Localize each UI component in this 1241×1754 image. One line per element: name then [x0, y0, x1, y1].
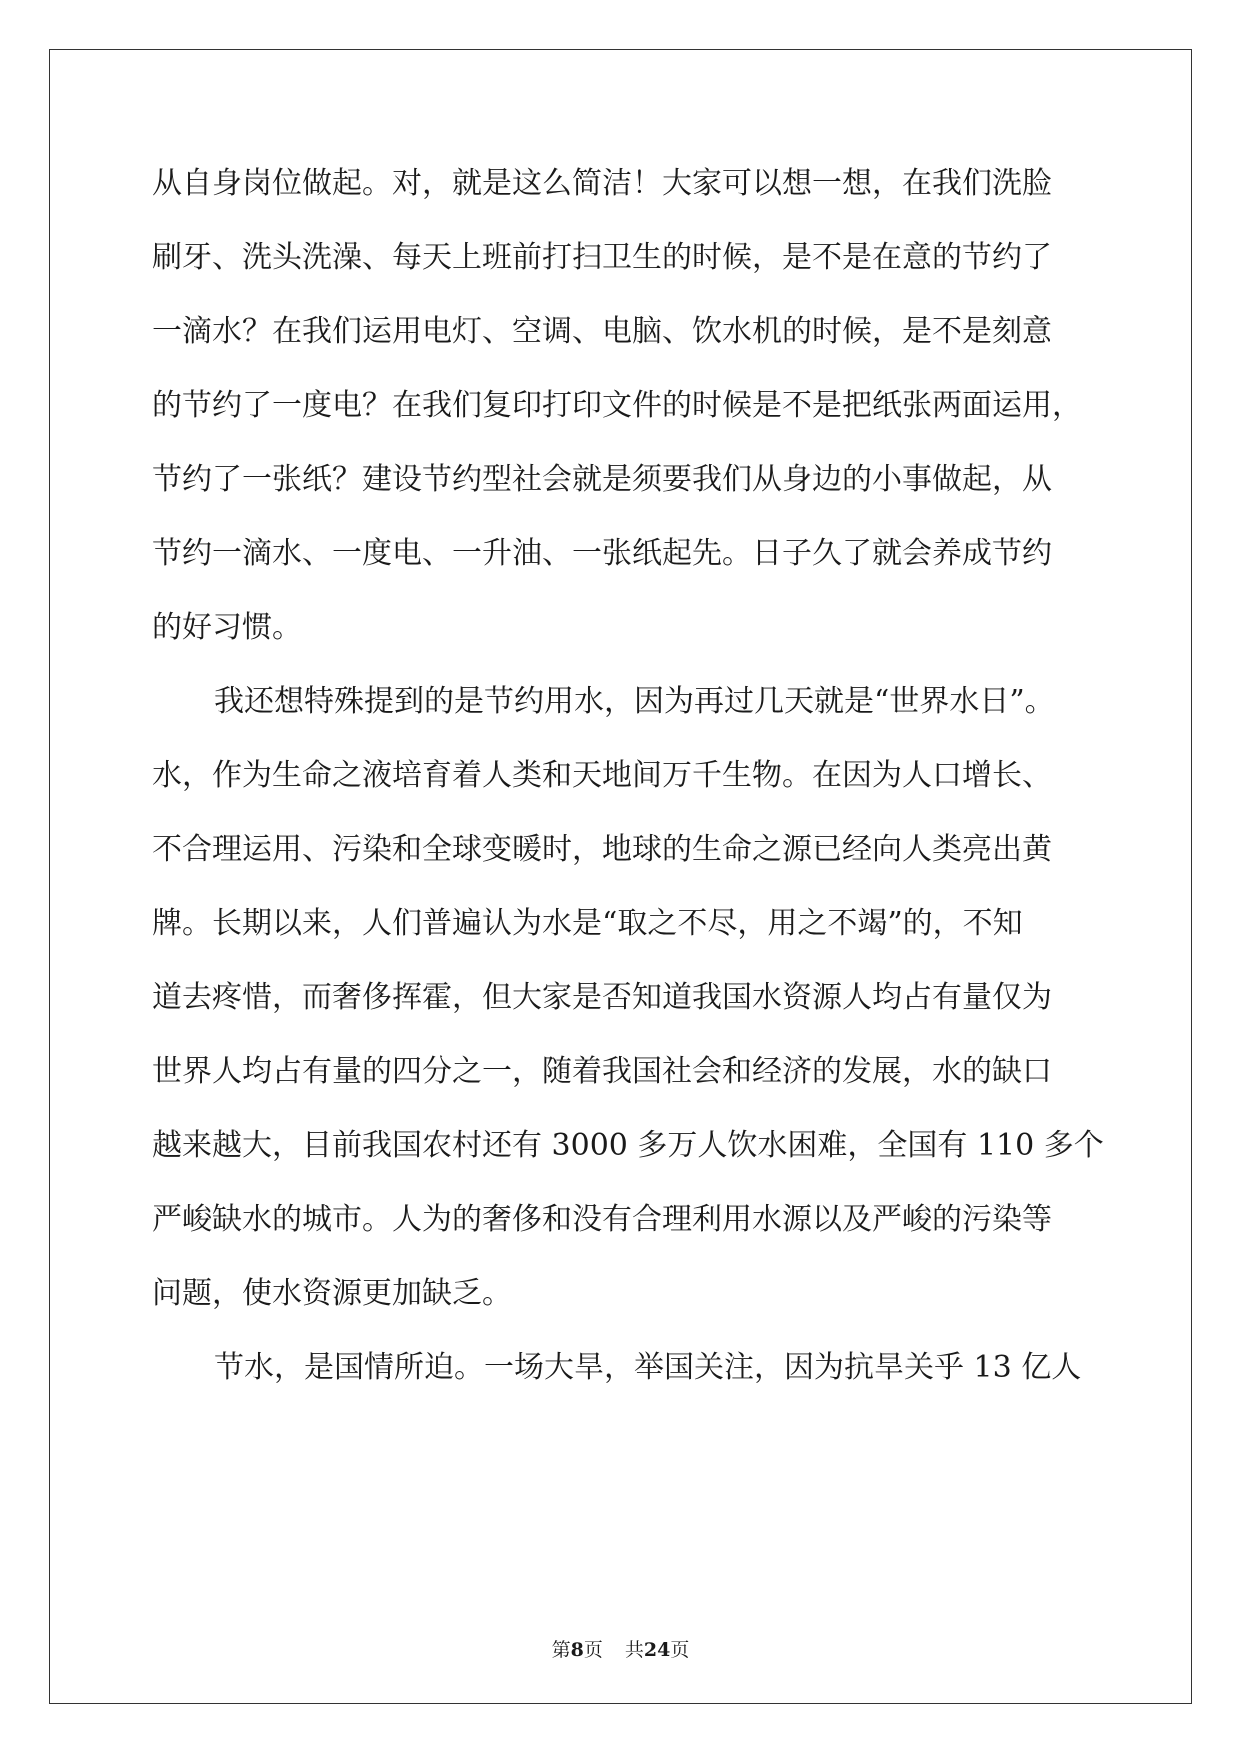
- total-prefix: 共: [624, 1639, 644, 1661]
- paragraph-start-line: 节水，是国情所迫。一场大旱，举国关注，因为抗旱关乎 13 亿人: [214, 1350, 1082, 1385]
- total-suffix: 页: [670, 1639, 690, 1661]
- page-border: [49, 49, 1192, 1704]
- text-line: 水，作为生命之液培育着人类和天地间万千生物。在因为人口增长、: [152, 758, 1052, 793]
- text-line: 越来越大，目前我国农村还有 3000 多万人饮水困难，全国有 110 多个: [152, 1128, 1104, 1163]
- text-line: 的节约了一度电？在我们复印打印文件的时候是不是把纸张两面运用，: [152, 388, 1082, 423]
- text-line: 节约了一张纸？建设节约型社会就是须要我们从身边的小事做起，从: [152, 462, 1052, 497]
- text-line: 世界人均占有量的四分之一，随着我国社会和经济的发展，水的缺口: [152, 1054, 1052, 1089]
- text-line: 道去疼惜，而奢侈挥霍，但大家是否知道我国水资源人均占有量仅为: [152, 980, 1052, 1015]
- text-line: 一滴水？在我们运用电灯、空调、电脑、饮水机的时候，是不是刻意: [152, 314, 1052, 349]
- text-line: 问题，使水资源更加缺乏。: [152, 1276, 512, 1311]
- page-suffix: 页: [583, 1639, 603, 1661]
- text-line: 节约一滴水、一度电、一升油、一张纸起先。日子久了就会养成节约: [152, 536, 1052, 571]
- text-line: 不合理运用、污染和全球变暖时，地球的生命之源已经向人类亮出黄: [152, 832, 1052, 867]
- page-number: 8: [570, 1639, 584, 1661]
- page-footer: [0, 1638, 1241, 1662]
- paragraph-start-line: 我还想特殊提到的是节约用水，因为再过几天就是“世界水日”。: [214, 684, 1055, 719]
- text-line: 刷牙、洗头洗澡、每天上班前打扫卫生的时候，是不是在意的节约了: [152, 240, 1052, 275]
- text-line: 从自身岗位做起。对，就是这么简洁！大家可以想一想，在我们洗脸: [152, 166, 1052, 201]
- text-line: 牌。长期以来，人们普遍认为水是“取之不尽，用之不竭”的，不知: [152, 906, 1023, 941]
- page-prefix: 第: [551, 1639, 571, 1661]
- text-line: 严峻缺水的城市。人为的奢侈和没有合理利用水源以及严峻的污染等: [152, 1202, 1052, 1237]
- text-line: 的好习惯。: [152, 610, 302, 645]
- total-pages: 24: [643, 1639, 671, 1661]
